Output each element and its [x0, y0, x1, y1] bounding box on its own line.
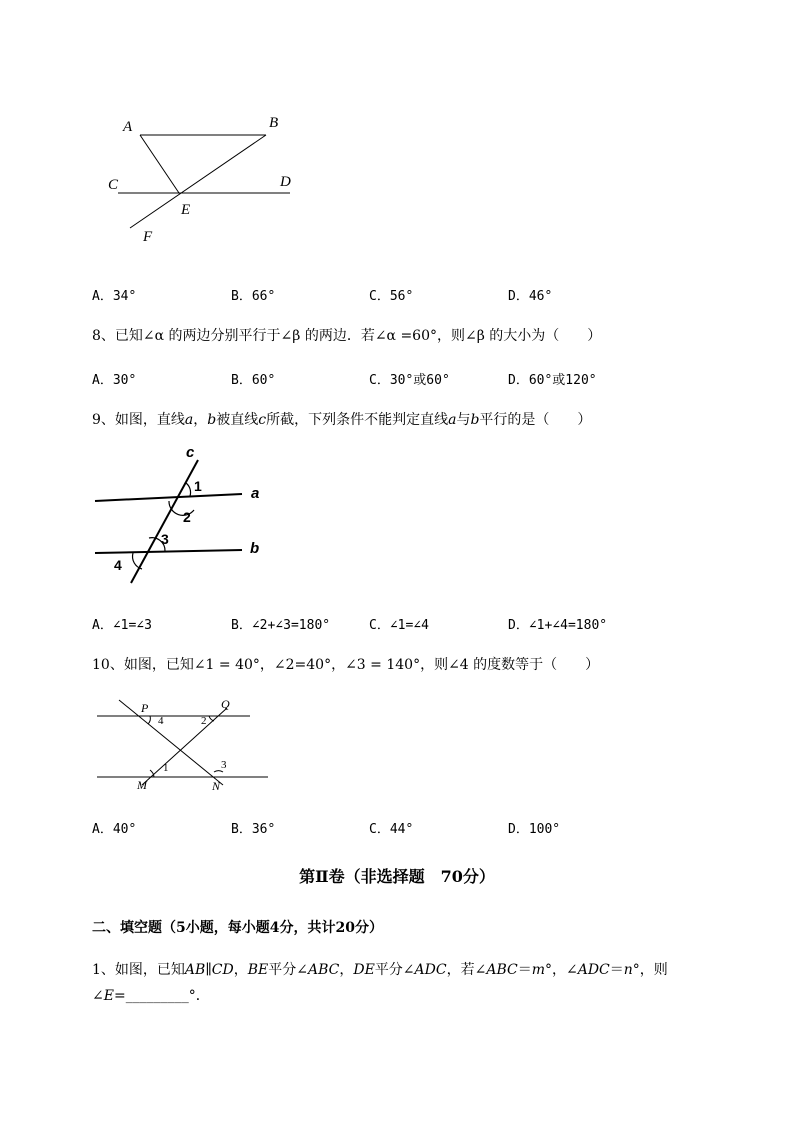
label-e: E — [181, 202, 191, 218]
q7-option-b[interactable]: B．66° — [231, 289, 276, 304]
question-10-text: 10、如图，已知∠1 = 40°，∠2=40°，∠3 = 140°，则∠4 的度数等于（ ） — [92, 657, 600, 673]
label-line-a: a — [251, 485, 260, 502]
label-angle-3: 3 — [161, 531, 169, 547]
q7-option-c[interactable]: C．56° — [369, 289, 414, 304]
fill-question-1-line-1: 1、如图，已知AB∥CD，BE平分∠ABC，DE平分∠ADC，若∠ABC＝m°，∠ADC＝n°，则 — [92, 962, 668, 978]
q9-option-a[interactable]: A．∠1=∠3 — [92, 618, 152, 633]
q9-option-c[interactable]: C．∠1=∠4 — [369, 618, 429, 633]
label-angle-2: 2 — [183, 509, 191, 525]
label-c: C — [108, 177, 119, 193]
question-9-text: 9、如图，直线a，b被直线c所截，下列条件不能判定直线a与b平行的是（ ） — [92, 412, 592, 428]
q10-option-d[interactable]: D．100° — [508, 822, 561, 837]
label-angle-2: 2 — [201, 715, 207, 727]
q8-option-b[interactable]: B．60° — [231, 373, 276, 388]
q10-option-a[interactable]: A．40° — [92, 822, 137, 837]
label-d: D — [280, 174, 291, 190]
line-pn — [119, 700, 223, 785]
q8-option-d[interactable]: D．60°或120° — [508, 373, 597, 388]
angle-arc-4 — [148, 716, 150, 724]
label-q: Q — [221, 697, 230, 711]
label-f: F — [143, 229, 153, 245]
q9-option-d[interactable]: D．∠1+∠4=180° — [508, 618, 608, 633]
label-angle-3: 3 — [221, 759, 227, 771]
label-line-c: c — [186, 444, 195, 461]
label-angle-1: 1 — [163, 762, 169, 774]
fill-question-1-line-2: ∠E=_________°． — [92, 988, 210, 1004]
angle-arc-1 — [186, 483, 191, 496]
label-angle-1: 1 — [194, 478, 202, 494]
label-n: N — [212, 779, 221, 793]
figure-q10 — [90, 690, 280, 800]
q8-option-c[interactable]: C．30°或60° — [369, 373, 450, 388]
part-2-heading: 第Ⅱ卷（非选择题 70分） — [299, 867, 495, 886]
label-a: A — [123, 119, 133, 135]
q10-option-c[interactable]: C．44° — [369, 822, 414, 837]
label-line-b: b — [250, 540, 260, 557]
question-8-text: 8、已知∠α 的两边分别平行于∠β 的两边．若∠α =60°，则∠β 的大小为（ ） — [92, 328, 602, 344]
line-b — [95, 550, 242, 553]
line-bf — [130, 135, 266, 228]
q10-option-b[interactable]: B．36° — [231, 822, 276, 837]
label-b: B — [269, 115, 279, 131]
segment-ae — [140, 135, 179, 193]
q9-option-b[interactable]: B．∠2+∠3=180° — [231, 618, 331, 633]
line-qm — [142, 708, 227, 785]
label-m: M — [137, 778, 147, 792]
label-p: P — [141, 701, 149, 715]
section-2-heading: 二、填空题（5小题，每小题4分，共计20分） — [92, 920, 383, 936]
label-angle-4: 4 — [114, 557, 122, 573]
angle-arc-2 — [209, 716, 214, 721]
q7-option-a[interactable]: A．34° — [92, 289, 137, 304]
q7-option-d[interactable]: D．46° — [508, 289, 553, 304]
label-angle-4: 4 — [158, 715, 164, 727]
line-a — [95, 494, 242, 501]
q8-option-a[interactable]: A．30° — [92, 373, 137, 388]
